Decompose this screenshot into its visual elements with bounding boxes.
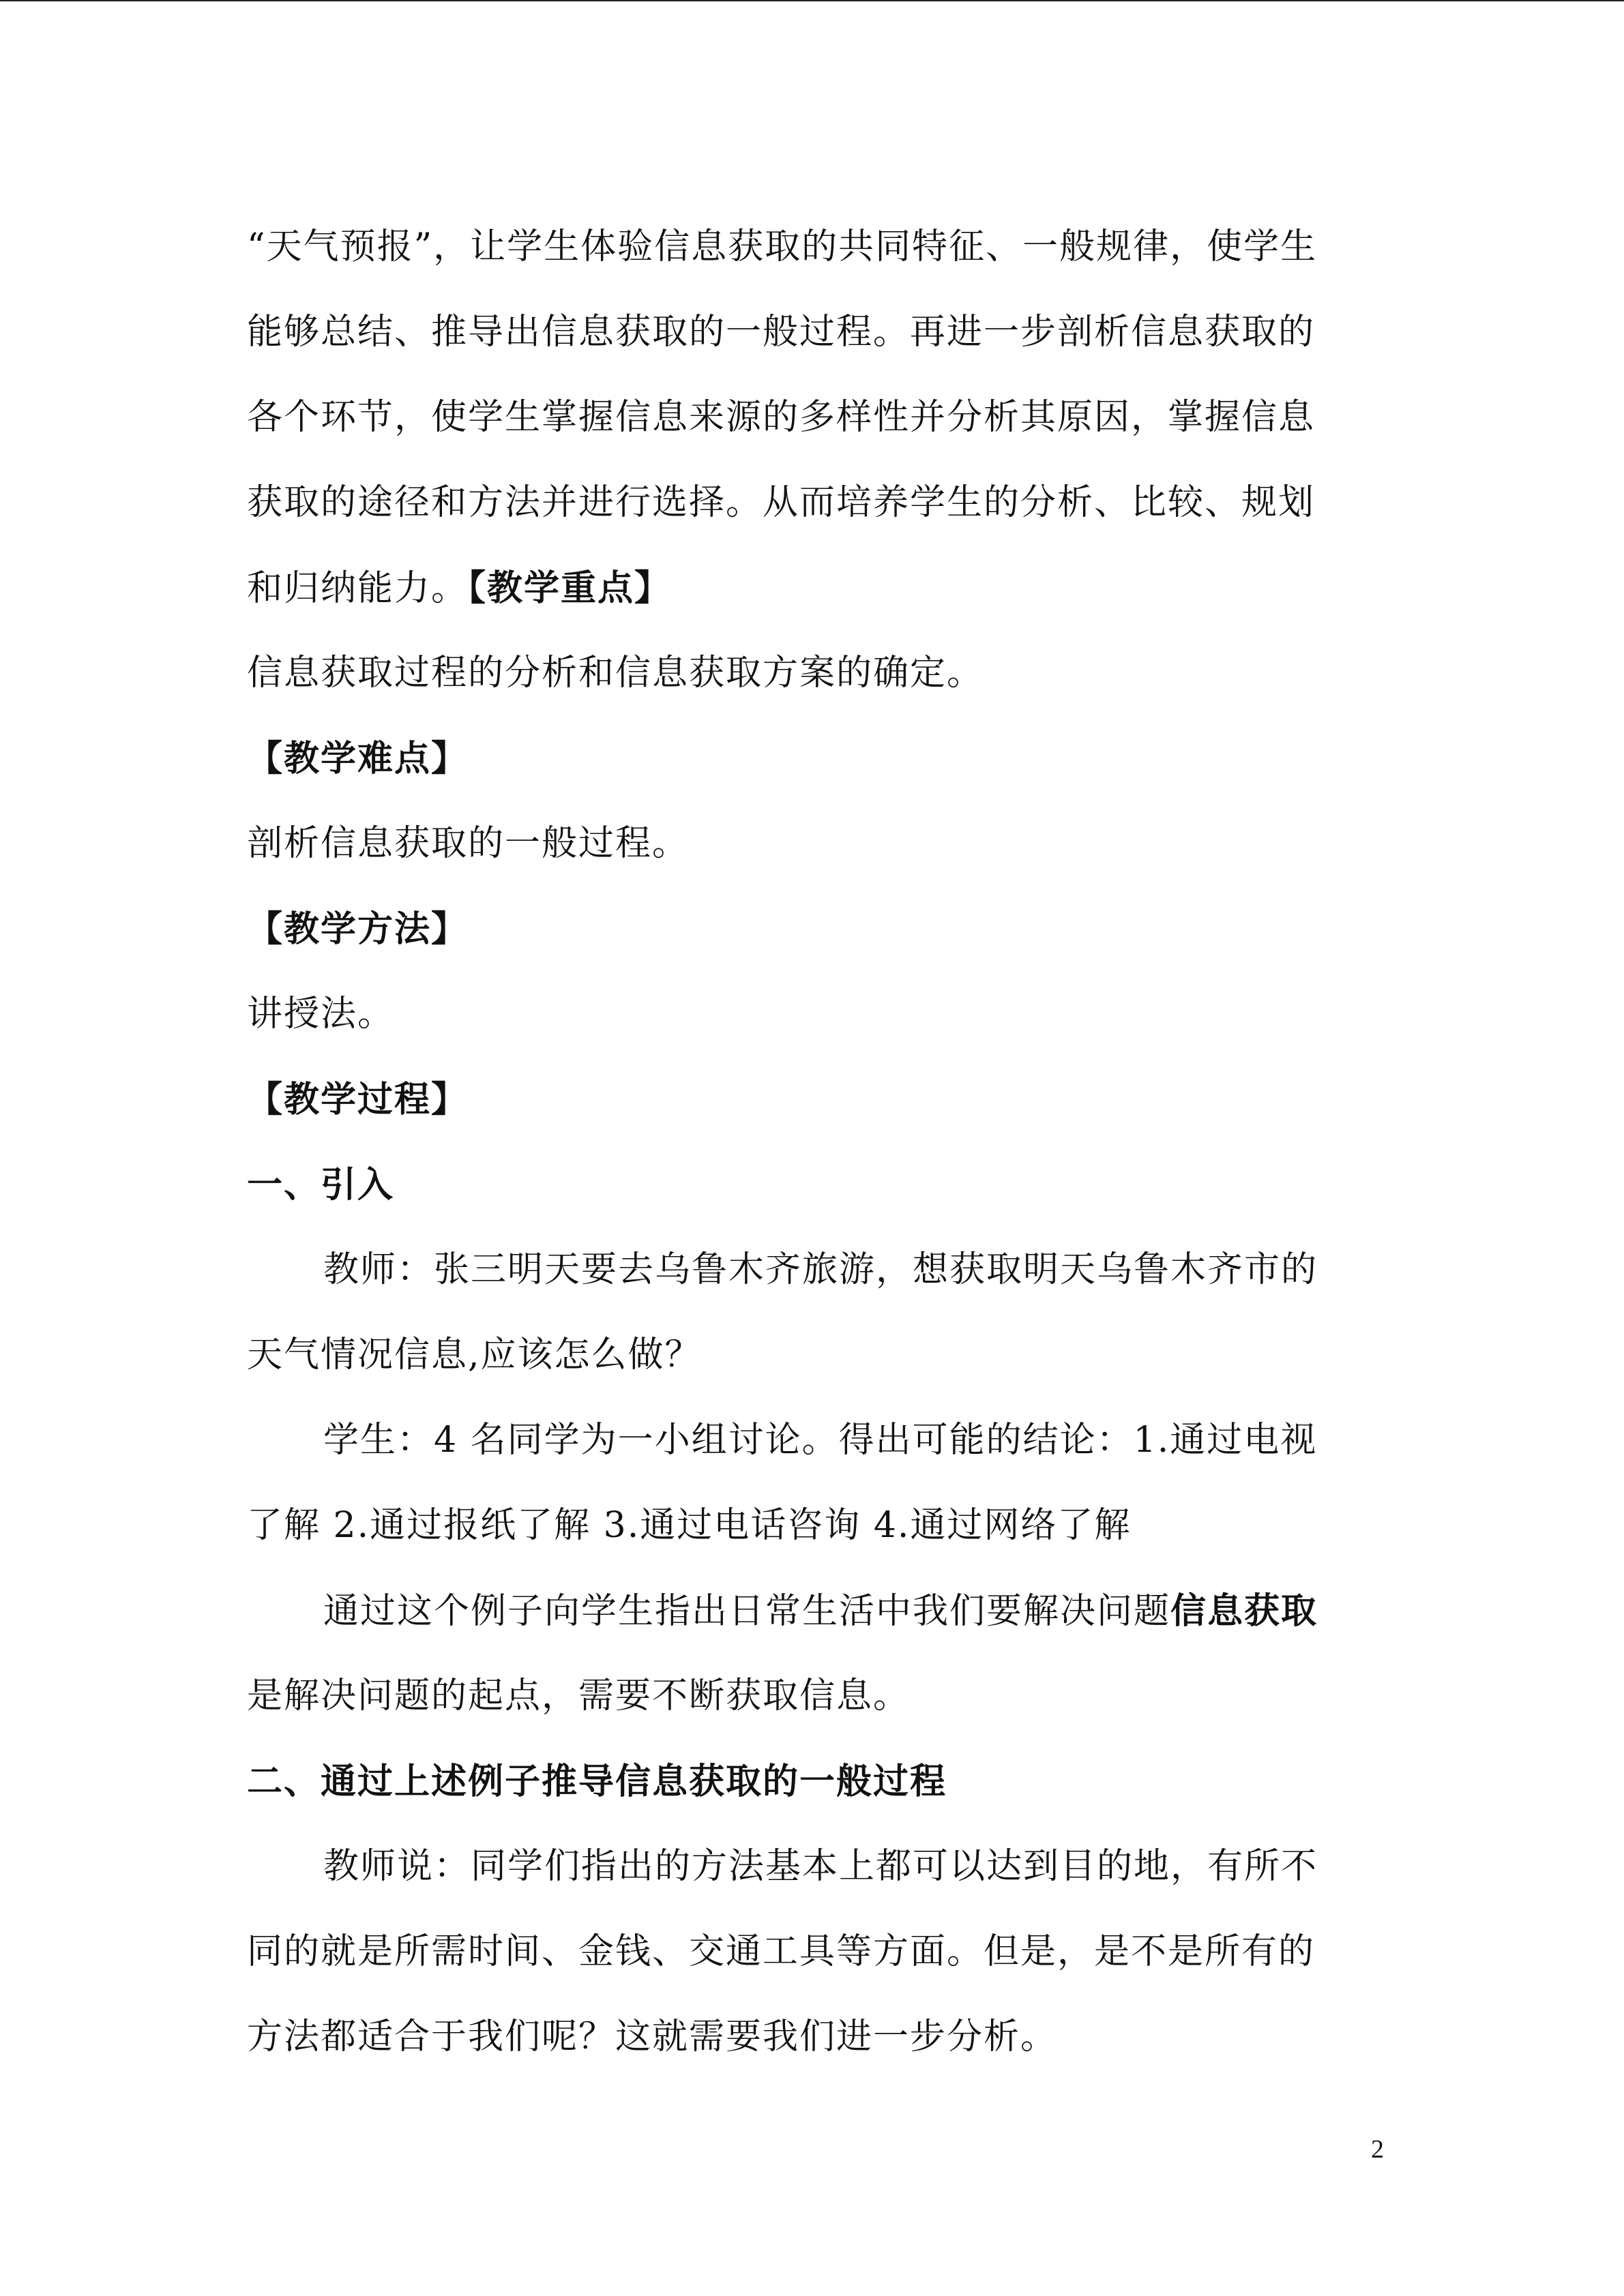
document-page [247,205,1379,2080]
intro-line-4: 获取的途径和方法并进行选择。从而培养学生的分析、比较、规划 [247,482,1316,523]
intro-line-3: 各个环节，使学生掌握信息来源的多样性并分析其原因，掌握信息 [247,397,1316,438]
conclusion-line-2: 是解决问题的起点，需要不断获取信息。 [247,1675,911,1716]
method-heading: 【教学方法】 [247,908,469,950]
section-2-line-1: 教师说：同学们指出的方法基本上都可以达到目的地，有所不 [323,1846,1318,1887]
conclusion-line-1 [247,1568,1379,1654]
key-point-text: 信息获取过程的分析和信息获取方案的确定。 [247,653,984,694]
section-2-line-2: 同的就是所需时间、金钱、交通工具等方面。但是，是不是所有的 [247,1931,1316,1972]
teacher-line-2: 天气情况信息,应该怎么做？ [247,1335,702,1375]
intro-line-5-text: 和归纳能力。 [247,568,469,609]
section-2-title: 二、通过上述例子推导信息获取的一般过程 [247,1761,947,1802]
page-top-border [0,0,1624,1]
teacher-line-1: 教师：张三明天要去乌鲁木齐旅游，想获取明天乌鲁木齐市的 [323,1249,1318,1290]
method-text: 讲授法。 [247,994,395,1034]
page-number: 2 [1371,2135,1384,2164]
key-point-heading: 【教学重点】 [468,567,672,609]
difficulty-heading: 【教学难点】 [247,738,469,779]
difficulty-text: 剖析信息获取的一般过程。 [247,823,690,864]
intro-line-1: “天气预报”，让学生体验信息获取的共同特征、一般规律，使学生 [247,226,1318,267]
intro-line-2: 能够总结、推导出信息获取的一般过程。再进一步剖析信息获取的 [247,312,1316,353]
student-line-1: 学生：4 名同学为一小组讨论。得出可能的结论：1.通过电视 [323,1420,1318,1461]
student-line-2: 了解 2.通过报纸了解 3.通过电话咨询 4.通过网络了解 [247,1505,1132,1546]
process-heading: 【教学过程】 [247,1079,469,1120]
section-1-title: 一、引入 [247,1164,395,1206]
intro-line-5 [247,546,1379,631]
conclusion-emphasis: 信息获取 [1170,1590,1318,1632]
conclusion-line-1-text: 通过这个例子向学生指出日常生活中我们要解决问题 [323,1591,1171,1632]
section-2-line-3: 方法都适合于我们呢？这就需要我们进一步分析。 [247,2016,1058,2057]
